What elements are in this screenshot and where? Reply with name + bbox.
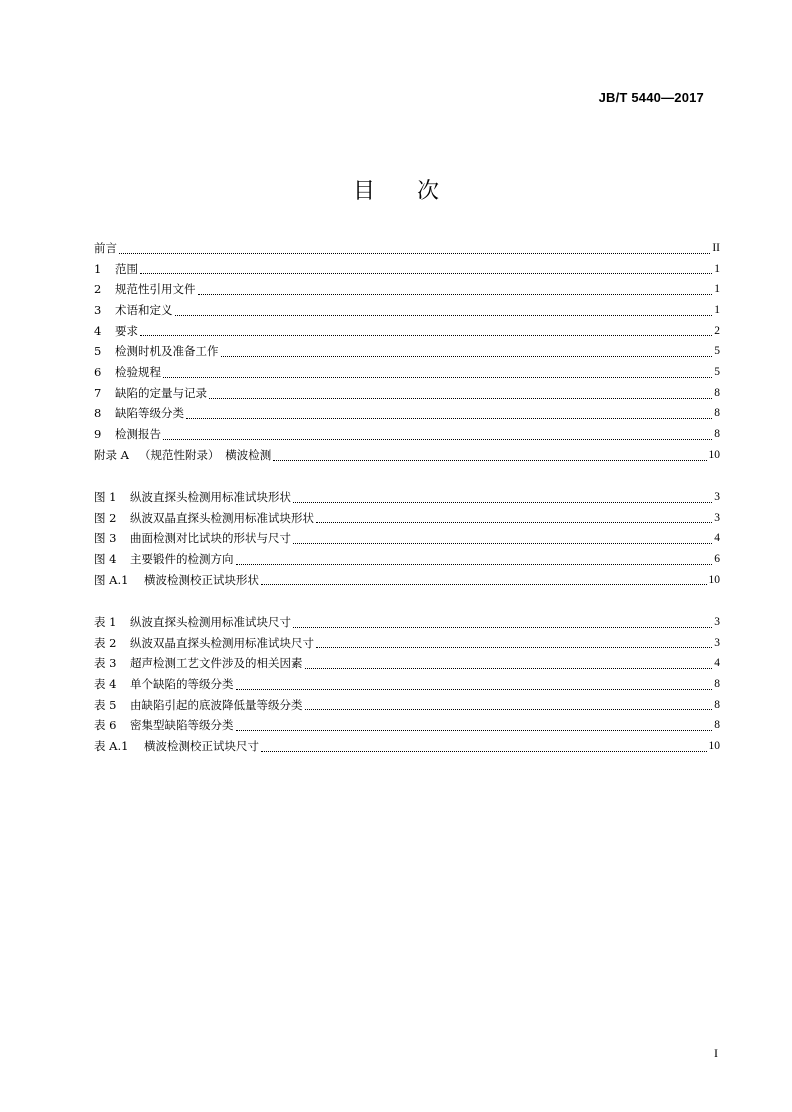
toc-sections <box>94 238 720 466</box>
toc-tables <box>94 612 720 757</box>
toc-entry-number: 9 <box>94 427 102 442</box>
dot-leader <box>236 674 713 695</box>
toc-entry-label: 曲面检测对比试块的形状与尺寸 <box>130 531 291 546</box>
toc-entry-label: 单个缺陷的等级分类 <box>130 677 234 692</box>
toc-entry-number: 图 3 <box>94 531 117 546</box>
toc-entry-label: 范围 <box>115 261 138 276</box>
toc-entry-page: 10 <box>708 740 720 753</box>
toc-entry-table-6[interactable] <box>94 715 720 736</box>
toc-entry-label: 缺陷等级分类 <box>115 406 184 421</box>
standard-number: JB/T 5440—2017 <box>598 90 704 105</box>
toc-entry-page: 1 <box>714 283 720 296</box>
toc-entry-page: 1 <box>714 304 720 317</box>
toc-entry-number: 2 <box>94 282 102 297</box>
toc-entry-number: 图 1 <box>94 489 117 504</box>
toc-entry-number: 图 4 <box>94 552 117 567</box>
toc-entry-page: 3 <box>714 615 720 628</box>
toc-entry-label: 缺陷的定量与记录 <box>115 385 207 400</box>
dot-leader <box>186 404 712 425</box>
toc-entry-label: 规范性引用文件 <box>115 282 196 297</box>
toc-entry-timing[interactable] <box>94 341 720 362</box>
toc-entry-label: 检测时机及准备工作 <box>115 344 219 359</box>
toc-entry-number: 7 <box>94 385 102 400</box>
toc-entry-normative-references[interactable] <box>94 279 720 300</box>
toc-entry-table-a1[interactable] <box>94 736 720 757</box>
dot-leader <box>316 633 712 654</box>
toc-entry-figure-3[interactable] <box>94 528 720 549</box>
toc-entry-number: 1 <box>94 261 102 276</box>
toc-entry-number: 5 <box>94 344 102 359</box>
toc-entry-figure-a1[interactable] <box>94 570 720 591</box>
toc-entry-quantification[interactable] <box>94 383 720 404</box>
dot-leader <box>236 715 713 736</box>
dot-leader <box>163 362 712 383</box>
toc-entry-label: 要求 <box>115 323 138 338</box>
toc-entry-table-1[interactable] <box>94 612 720 633</box>
toc-entry-number: 图 2 <box>94 510 117 525</box>
toc-entry-label: 术语和定义 <box>115 303 173 318</box>
dot-leader <box>293 487 712 508</box>
toc-entry-annex-a[interactable] <box>94 445 720 466</box>
dot-leader <box>316 508 712 529</box>
toc-entry-page: 3 <box>714 490 720 503</box>
toc-entry-figure-2[interactable] <box>94 508 720 529</box>
toc-figures <box>94 487 720 590</box>
toc-entry-table-4[interactable] <box>94 674 720 695</box>
toc-entry-page: 8 <box>714 428 720 441</box>
dot-leader <box>236 549 713 570</box>
toc-entry-number: 附录 A <box>94 447 129 462</box>
toc-entry-page: 8 <box>714 407 720 420</box>
toc-entry-label: 纵波直探头检测用标准试块形状 <box>130 489 291 504</box>
dot-leader <box>175 300 713 321</box>
toc-entry-label: 横波检测校正试块尺寸 <box>144 739 259 754</box>
toc-entry-label: 纵波双晶直探头检测用标准试块形状 <box>130 510 314 525</box>
toc-entry-number: 6 <box>94 365 102 380</box>
toc-entry-label: 纵波双晶直探头检测用标准试块尺寸 <box>130 635 314 650</box>
toc-entry-foreword[interactable] <box>94 238 720 259</box>
toc-entry-number: 表 4 <box>94 677 117 692</box>
toc-entry-label: （规范性附录） 横波检测 <box>138 447 272 462</box>
title-char-2: 次 <box>417 179 440 204</box>
toc-entry-number: 8 <box>94 406 102 421</box>
toc-entry-page: 3 <box>714 511 720 524</box>
dot-leader <box>119 238 710 259</box>
toc-entry-label: 超声检测工艺文件涉及的相关因素 <box>130 656 303 671</box>
toc-entry-page: 4 <box>714 532 720 545</box>
toc-entry-page: 10 <box>708 448 720 461</box>
dot-leader <box>305 695 713 716</box>
toc-entry-page: 5 <box>714 366 720 379</box>
toc-entry-page: 1 <box>714 262 720 275</box>
dot-leader <box>261 736 707 757</box>
dot-leader <box>261 570 707 591</box>
toc-entry-table-3[interactable] <box>94 653 720 674</box>
dot-leader <box>293 612 712 633</box>
toc-entry-scope[interactable] <box>94 259 720 280</box>
toc-entry-page: 10 <box>708 573 720 586</box>
toc-entry-label: 主要锻件的检测方向 <box>130 552 234 567</box>
toc-entry-number: 3 <box>94 303 102 318</box>
title-char-1: 目 <box>352 179 375 204</box>
toc-entry-table-5[interactable] <box>94 695 720 716</box>
toc-entry-page: 2 <box>714 324 720 337</box>
dot-leader <box>198 279 713 300</box>
dot-leader <box>209 383 712 404</box>
toc-entry-page: II <box>712 241 720 254</box>
dot-leader <box>140 259 712 280</box>
toc-entry-terms[interactable] <box>94 300 720 321</box>
toc-entry-label: 前言 <box>94 240 117 255</box>
toc-entry-figure-4[interactable] <box>94 549 720 570</box>
toc-entry-label: 横波检测校正试块形状 <box>144 572 259 587</box>
toc-entry-figure-1[interactable] <box>94 487 720 508</box>
toc-entry-label: 检测报告 <box>115 427 161 442</box>
toc-entry-classification[interactable] <box>94 404 720 425</box>
toc-entry-number: 4 <box>94 323 102 338</box>
toc-entry-label: 检验规程 <box>115 365 161 380</box>
toc-entry-page: 8 <box>714 678 720 691</box>
toc-entry-procedure[interactable] <box>94 362 720 383</box>
toc-entry-number: 表 6 <box>94 718 117 733</box>
toc-entry-number: 图 A.1 <box>94 572 129 587</box>
toc-entry-label: 密集型缺陷等级分类 <box>130 718 234 733</box>
dot-leader <box>221 341 713 362</box>
toc-entry-number: 表 5 <box>94 697 117 712</box>
toc-entry-page: 8 <box>714 719 720 732</box>
toc-entry-page: 8 <box>714 698 720 711</box>
dot-leader <box>273 445 706 466</box>
page-title <box>0 174 792 205</box>
toc-entry-table-2[interactable] <box>94 633 720 654</box>
toc-entry-page: 6 <box>714 553 720 566</box>
toc-entry-page: 3 <box>714 636 720 649</box>
toc-entry-number: 表 A.1 <box>94 739 129 754</box>
toc-entry-label: 由缺陷引起的底波降低量等级分类 <box>130 697 303 712</box>
toc-entry-number: 表 1 <box>94 614 117 629</box>
dot-leader <box>140 321 712 342</box>
toc-entry-label: 纵波直探头检测用标准试块尺寸 <box>130 614 291 629</box>
toc-entry-requirements[interactable] <box>94 321 720 342</box>
toc-entry-page: 8 <box>714 386 720 399</box>
toc-entry-page: 5 <box>714 345 720 358</box>
dot-leader <box>293 528 712 549</box>
toc-entry-number: 表 2 <box>94 635 117 650</box>
toc-entry-report[interactable] <box>94 424 720 445</box>
page-number: I <box>714 1046 718 1060</box>
toc-entry-number: 表 3 <box>94 656 117 671</box>
dot-leader <box>305 653 713 674</box>
toc-entry-page: 4 <box>714 657 720 670</box>
dot-leader <box>163 424 712 445</box>
